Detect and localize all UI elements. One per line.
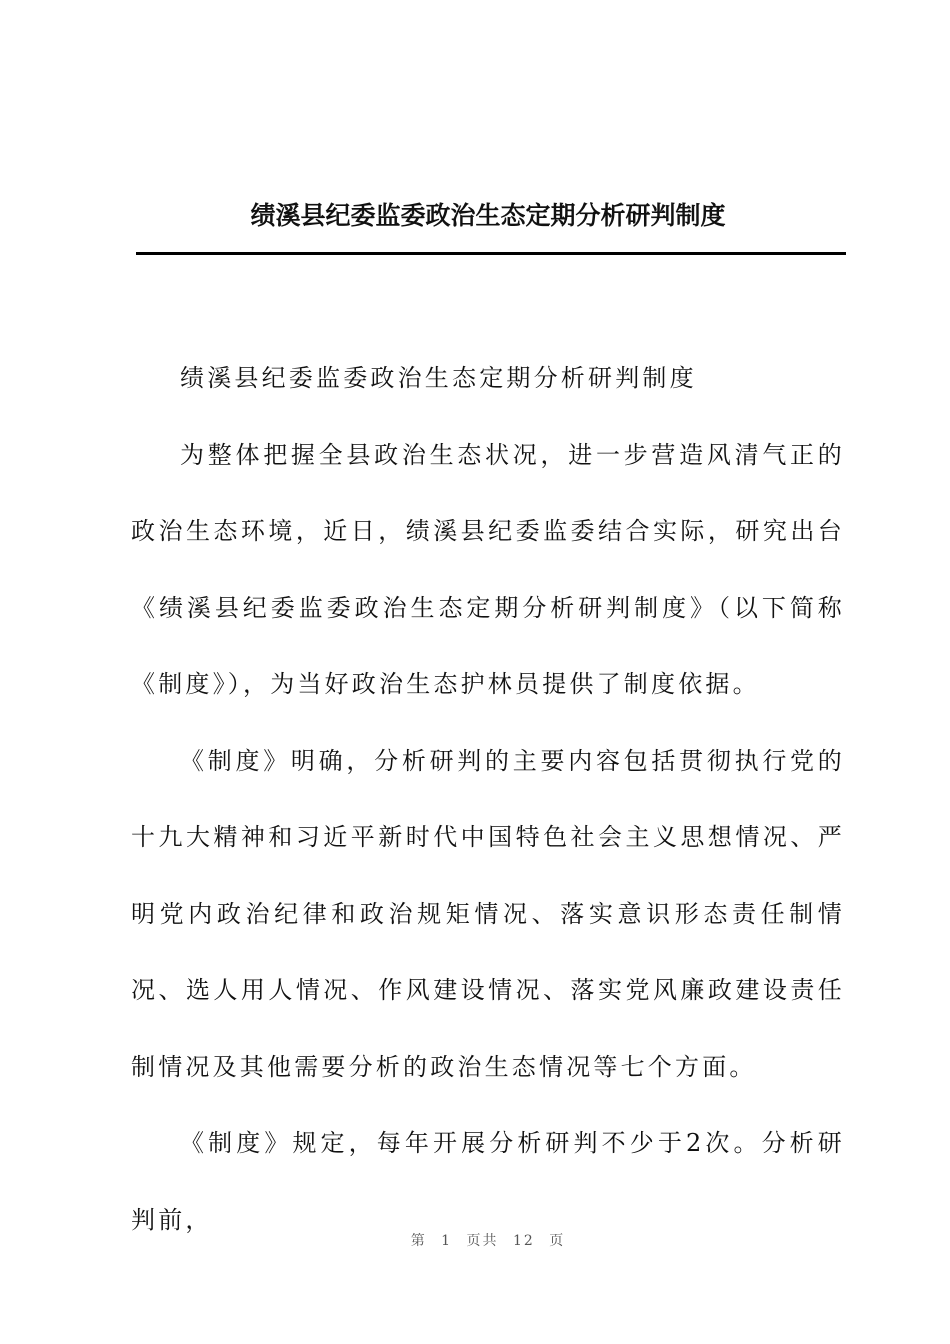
title-divider [136,252,846,255]
document-body [131,340,845,1258]
paragraph: 为整体把握全县政治生态状况，进一步营造风清气正的政治生态环境，近日，绩溪县纪委监委结合实际，研究出台《绩溪县纪委监委政治生态定期分析研判制度》（以下简称《制度》），为当好政治生态护林员提供了制度依据。 [131,440,845,698]
page-number-footer: 第 1 页共 12 页 [410,1233,566,1249]
paragraph: 《制度》明确，分析研判的主要内容包括贯彻执行党的十九大精神和习近平新时代中国特色社会主义思想情况、严明党内政治纪律和政治规矩情况、落实意识形态责任制情况、选人用人情况、作风建设情况、落实党风廉政建设责任制情况及其他需要分析的政治生态情况等七个方面。 [131,746,845,1081]
paragraph: 绩溪县纪委监委政治生态定期分析研判制度 [180,364,697,392]
paragraph: 《制度》规定，每年开展分析研判不少于2次。分析研判前， [131,1129,845,1234]
page-title: 绩溪县纪委监委政治生态定期分析研判制度 [250,201,726,230]
